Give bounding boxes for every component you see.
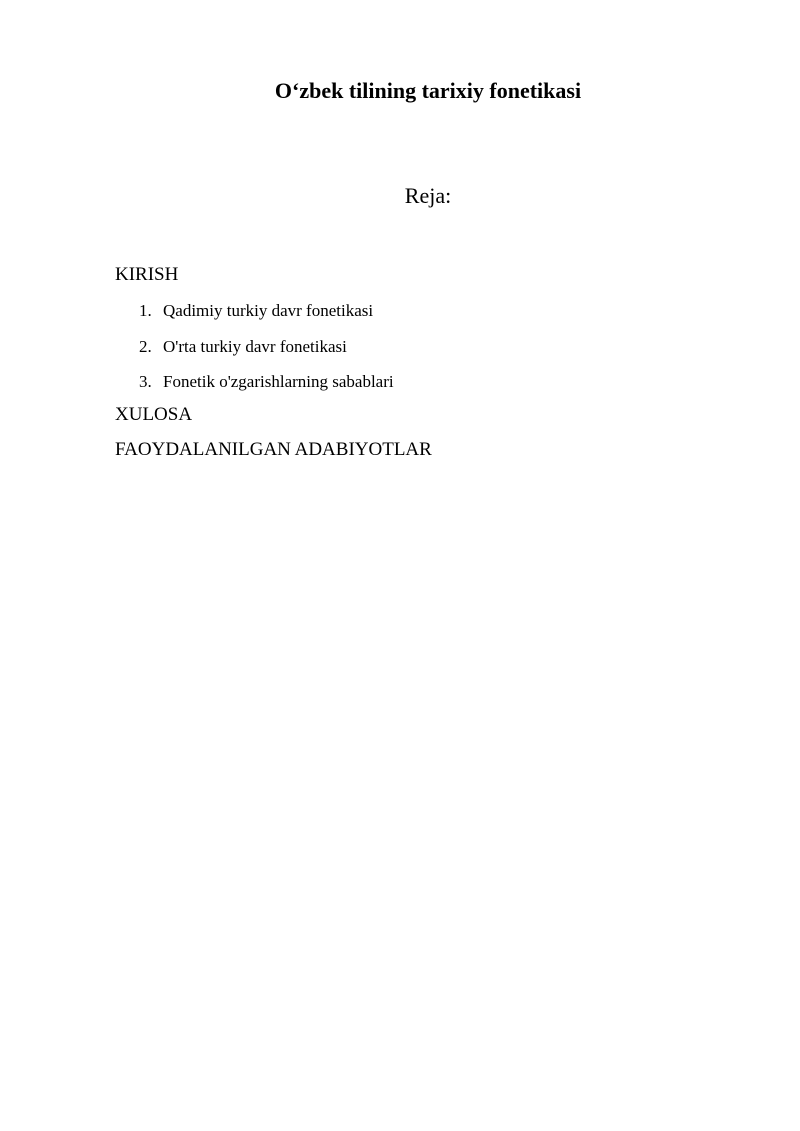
plan-section-item [139,371,394,393]
plan-intro: KIRISH [115,264,179,285]
plan-heading: Reja: [404,183,452,208]
plan-section-item [139,300,373,322]
plan-section-label: O'rta turkiy davr fonetikasi [163,337,347,356]
plan-section-label: Qadimiy turkiy davr fonetikasi [163,301,374,320]
plan-conclusion: XULOSA [115,404,193,425]
plan-section-item [139,336,347,358]
plan-section-number: 3. [139,372,152,391]
plan-section-number: 2. [139,337,152,356]
plan-section-number: 1. [139,301,152,320]
plan-references: FAOYDALANILGAN ADABIYOTLAR [115,439,432,460]
document-title: O‘zbek tilining tarixiy fonetikasi [274,78,582,103]
plan-section-label: Fonetik o'zgarishlarning sabablari [163,372,394,391]
